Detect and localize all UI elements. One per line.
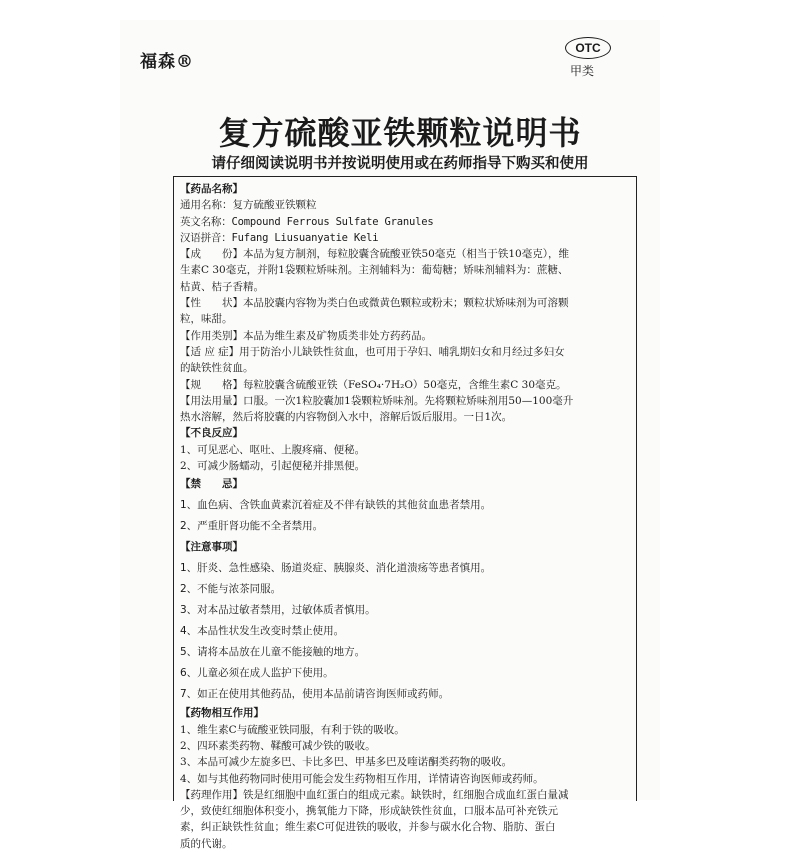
description-line: 【性 状】本品胶囊内容物为类白色或微黄色颗粒或粉末；颗粒状矫味剂为可溶颗 — [180, 297, 569, 310]
precaution-item: 5、请将本品放在儿童不能接触的地方。 — [180, 646, 366, 659]
composition-line: 【成 份】本品为复方制剂，每粒胶囊含硫酸亚铁50毫克（相当于铁10毫克），维 — [180, 248, 569, 261]
dosage-line: 【用法用量】口服。一次1粒胶囊加1袋颗粒矫味剂。先将颗粒矫味剂用50—100毫升 — [180, 394, 574, 407]
otc-class-label: 甲类 — [570, 64, 595, 78]
instructions-content — [174, 177, 636, 852]
adverse-reaction-item: 2、可减少肠蠕动，引起便秘并排黑便。 — [180, 460, 366, 473]
pinyin-name: 汉语拼音：Fufang Liusuanyatie Keli — [180, 231, 379, 244]
precaution-item: 3、对本品过敏者禁用，过敏体质者慎用。 — [180, 604, 376, 617]
indication-line: 【适 应 症】用于防治小儿缺铁性贫血，也可用于孕妇、哺乳期妇女和月经过多妇女 — [180, 345, 565, 358]
precaution-item: 1、肝炎、急性感染、肠道炎症、胰腺炎、消化道溃疡等患者慎用。 — [180, 562, 492, 575]
precaution-item: 7、如正在使用其他药品，使用本品前请咨询医师或药师。 — [180, 688, 450, 701]
precaution-item: 6、儿童必须在成人监护下使用。 — [180, 667, 334, 680]
pharmacology-line: 质的代谢。 — [180, 837, 233, 850]
section-heading-adverse-reactions: 【不良反应】 — [180, 427, 243, 440]
precaution-item: 2、不能与浓茶同服。 — [180, 583, 282, 596]
section-heading-contraindications: 【禁 忌】 — [180, 478, 243, 491]
composition-line: 枯黄、桔子香精。 — [180, 280, 264, 293]
indication-line: 的缺铁性贫血。 — [180, 362, 254, 375]
adverse-reaction-item: 1、可见恶心、呕吐、上腹疼痛、便秘。 — [180, 443, 366, 456]
precaution-item: 4、本品性状发生改变时禁止使用。 — [180, 625, 345, 638]
contraindication-item: 1、血色病、含铁血黄素沉着症及不伴有缺铁的其他贫血患者禁用。 — [180, 499, 492, 512]
composition-line: 生素C 30毫克，并附1袋颗粒矫味剂。主剂辅料为：葡萄糖；矫味剂辅料为：蔗糖、 — [180, 264, 569, 277]
interaction-item: 2、四环素类药物、鞣酸可减少铁的吸收。 — [180, 739, 376, 752]
category-line: 【作用类别】本品为维生素及矿物质类非处方药药品。 — [180, 329, 432, 342]
specification-line: 【规 格】每粒胶囊含硫酸亚铁（FeSO₄·7H₂O）50毫克，含维生素C 30毫克。 — [180, 378, 567, 391]
brand-logo: 福森® — [140, 52, 194, 72]
english-name: 英文名称：Compound Ferrous Sulfate Granules — [180, 215, 434, 228]
document-subtitle: 请仔细阅读说明书并按说明使用或在药师指导下购买和使用 — [211, 156, 589, 172]
section-heading-interactions: 【药物相互作用】 — [180, 707, 264, 720]
contraindication-item: 2、严重肝肾功能不全者禁用。 — [180, 520, 324, 533]
interaction-item: 1、维生素C与硫酸亚铁同服，有利于铁的吸收。 — [180, 723, 405, 736]
pharmacology-line: 【药理作用】铁是红细胞中血红蛋白的组成元素。缺铁时，红细胞合成血红蛋白量减 — [180, 788, 569, 801]
description-line: 粒，味甜。 — [180, 313, 233, 326]
document-title: 复方硫酸亚铁颗粒说明书 — [218, 114, 582, 152]
interaction-item: 3、本品可减少左旋多巴、卡比多巴、甲基多巴及喹诺酮类药物的吸收。 — [180, 756, 513, 769]
otc-badge: OTC — [565, 37, 611, 59]
dosage-line: 热水溶解，然后将胶囊的内容物倒入水中，溶解后饭后服用。一日1次。 — [180, 411, 513, 424]
section-heading-drug-name: 【药品名称】 — [180, 183, 243, 195]
section-heading-precautions: 【注意事项】 — [180, 541, 243, 554]
interaction-item: 4、如与其他药物同时使用可能会发生药物相互作用，详情请咨询医师或药师。 — [180, 772, 544, 785]
instructions-box — [173, 176, 637, 850]
pharmacology-line: 少，致使红细胞体积变小，携氧能力下降，形成缺铁性贫血，口服本品可补充铁元 — [180, 805, 558, 818]
generic-name: 通用名称：复方硫酸亚铁颗粒 — [180, 199, 317, 212]
pharmacology-line: 素，纠正缺铁性贫血；维生素C可促进铁的吸收，并参与碳水化合物、脂肪、蛋白 — [180, 821, 556, 834]
